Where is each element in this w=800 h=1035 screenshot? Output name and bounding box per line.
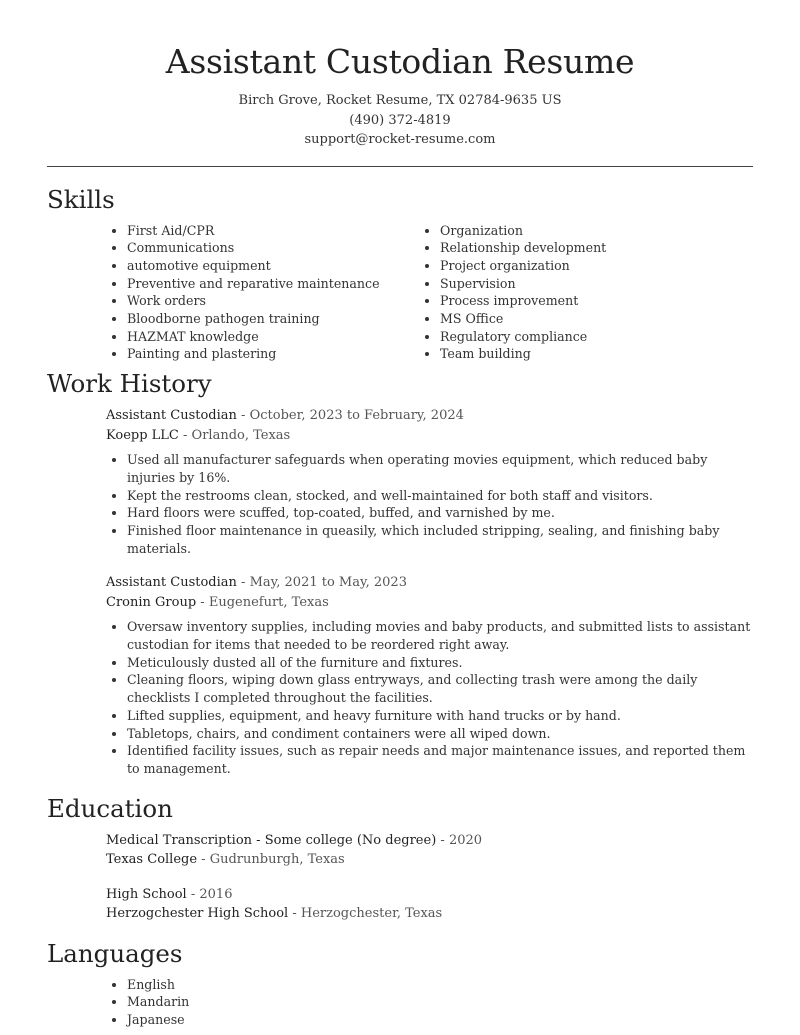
- job-dates: May, 2021 to May, 2023: [249, 575, 407, 591]
- job-bullet: • Used all manufacturer safeguards when operating movies equipment, which reduced baby injuries by 16%.: [127, 451, 753, 486]
- education-heading: Education: [47, 793, 173, 823]
- separator: -: [436, 832, 449, 848]
- languages-heading: Languages: [47, 938, 183, 968]
- resume-title: Assistant Custodian Resume: [165, 42, 635, 81]
- job-dates: October, 2023 to February, 2024: [249, 408, 464, 424]
- separator: -: [236, 575, 250, 591]
- education-section: [47, 794, 753, 924]
- skill-item: • Preventive and reparative maintenance: [127, 275, 440, 293]
- language-item: • Mandarin: [127, 993, 753, 1011]
- work-history-heading: Work History: [47, 369, 212, 399]
- phone: (490) 372-4819: [349, 112, 451, 128]
- skill-item: • Bloodborne pathogen training: [127, 310, 440, 328]
- job-bullets: [106, 451, 753, 557]
- job-bullets: [106, 618, 753, 777]
- separator: -: [196, 594, 209, 610]
- job-title: Assistant Custodian: [106, 408, 237, 424]
- address: Birch Grove, Rocket Resume, TX 02784-9635 US: [238, 93, 562, 108]
- degree-line: [106, 885, 753, 905]
- job-company-line: [106, 426, 753, 446]
- skill-item: • First Aid/CPR: [127, 222, 440, 240]
- graduation-year: 2016: [199, 886, 233, 902]
- skills-list-left: [47, 222, 440, 364]
- skills-heading: Skills: [47, 184, 115, 214]
- job-entry: [47, 573, 753, 777]
- school-line: [106, 850, 753, 870]
- job-title-line: [106, 573, 753, 593]
- education-entry: [47, 885, 753, 924]
- job-bullet: • Oversaw inventory supplies, including movies and baby products, and submitted lists to assistant custodian for items that needed to be reordered right away.: [127, 618, 753, 653]
- job-title: Assistant Custodian: [106, 575, 237, 591]
- languages-section: [47, 939, 753, 1029]
- separator: -: [178, 427, 192, 443]
- separator: -: [197, 852, 210, 868]
- company: Cronin Group: [106, 594, 197, 610]
- contact-info: [47, 91, 753, 150]
- job-entry: [47, 406, 753, 557]
- graduation-year: 2020: [448, 832, 483, 848]
- degree: Medical Transcription - Some college (No degree): [106, 832, 437, 848]
- skill-item: • Work orders: [127, 292, 440, 310]
- skill-item: • Regulatory compliance: [440, 328, 753, 346]
- work-history-section: [47, 369, 753, 778]
- job-company-line: [106, 593, 753, 613]
- job-bullet: • Meticulously dusted all of the furniture and fixtures.: [127, 654, 753, 672]
- skill-item: • HAZMAT knowledge: [127, 328, 440, 346]
- skill-item: • Painting and plastering: [127, 345, 440, 363]
- school: Herzogchester High School: [106, 906, 289, 922]
- skill-item: • Organization: [440, 222, 753, 240]
- separator: -: [186, 886, 200, 902]
- skills-section: [47, 185, 753, 364]
- job-bullet: • Finished floor maintenance in queasily, which included stripping, sealing, and finishing baby materials.: [127, 522, 753, 557]
- job-location: Eugenefurt, Texas: [208, 594, 329, 610]
- language-item: • Japanese: [127, 1011, 753, 1029]
- skill-item: • MS Office: [440, 310, 753, 328]
- job-bullet: • Lifted supplies, equipment, and heavy furniture with hand trucks or by hand.: [127, 707, 753, 725]
- job-header: [106, 573, 753, 612]
- degree-line: [106, 831, 753, 851]
- skill-item: • Project organization: [440, 257, 753, 275]
- language-item: • English: [127, 976, 753, 994]
- job-bullet: • Tabletops, chairs, and condiment containers were all wiped down.: [127, 725, 753, 743]
- job-location: Orlando, Texas: [191, 427, 291, 443]
- company: Koepp LLC: [106, 427, 179, 443]
- job-bullet: • Identified facility issues, such as repair needs and major maintenance issues, and reported them to management.: [127, 742, 753, 777]
- school-line: [106, 904, 753, 924]
- skill-item: • Process improvement: [440, 292, 753, 310]
- header-divider: [47, 166, 753, 167]
- skill-item: • Team building: [440, 345, 753, 363]
- separator: -: [236, 408, 250, 424]
- skill-item: • automotive equipment: [127, 257, 440, 275]
- email: support@rocket-resume.com: [304, 132, 496, 147]
- degree: High School: [106, 886, 187, 902]
- school: Texas College: [106, 852, 198, 868]
- skills-list-right: [440, 222, 753, 364]
- school-location: Herzogchester, Texas: [300, 906, 443, 922]
- skill-item: • Relationship development: [440, 239, 753, 257]
- skill-item: • Communications: [127, 239, 440, 257]
- education-entry: [47, 831, 753, 870]
- job-bullet: • Cleaning floors, wiping down glass entryways, and collecting trash were among the daily checklists I completed throughout the facilities.: [127, 671, 753, 706]
- job-bullet: • Kept the restrooms clean, stocked, and well-maintained for both staff and visitors.: [127, 487, 753, 505]
- job-header: [106, 406, 753, 445]
- job-bullet: • Hard floors were scuffed, top-coated, buffed, and varnished by me.: [127, 504, 753, 522]
- languages-list: [47, 976, 753, 1029]
- separator: -: [288, 906, 301, 922]
- job-title-line: [106, 406, 753, 426]
- school-location: Gudrunburgh, Texas: [209, 852, 345, 868]
- skill-item: • Supervision: [440, 275, 753, 293]
